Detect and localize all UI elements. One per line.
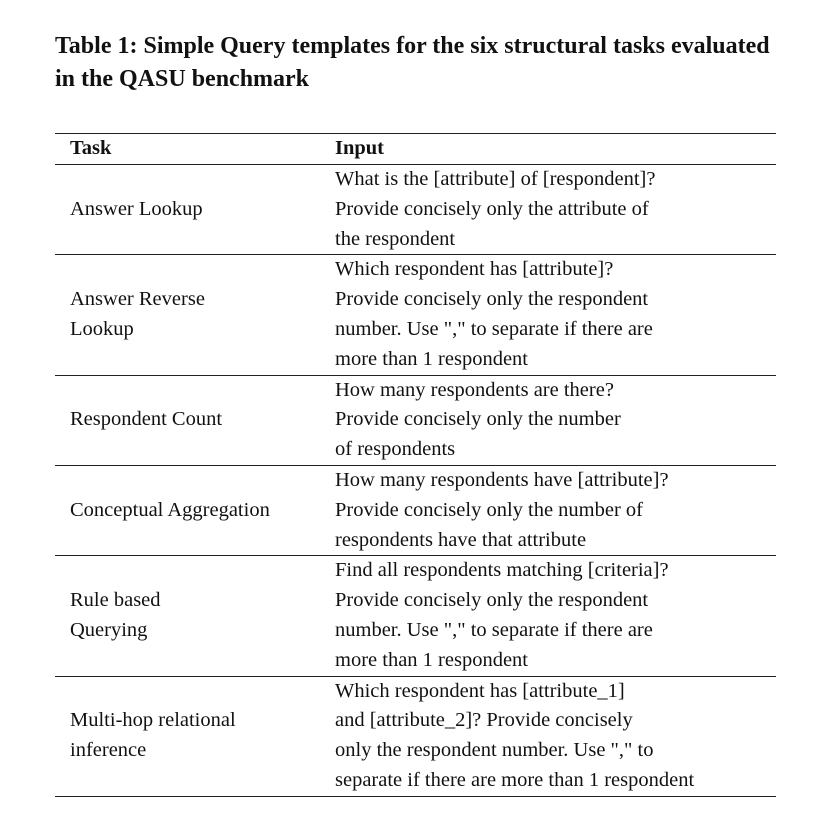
task-cell [55,255,335,375]
task-text: Lookup [70,317,134,340]
task-text: Respondent Count [70,408,223,431]
input-text: more than 1 respondent [335,347,528,370]
input-text: Which respondent has [attribute]? [335,258,614,281]
input-text: more than 1 respondent [335,648,528,671]
header-input: Input [335,137,385,160]
task-text: Multi-hop relational [70,709,236,732]
input-text: only the respondent number. Use "," to [335,739,654,762]
table-row [55,165,776,255]
task-cell [55,676,335,796]
task-cell [55,375,335,465]
input-text: separate if there are more than 1 respondent [335,768,695,791]
input-text: How many respondents have [attribute]? [335,468,669,491]
input-cell [335,676,776,796]
input-text: Provide concisely only the number [335,408,621,431]
input-text: of respondents [335,438,456,461]
input-text: the respondent [335,227,456,250]
task-cell [55,465,335,555]
query-templates-table [55,133,776,797]
table-row [55,465,776,555]
task-cell [55,556,335,676]
table-caption: Table 1: Simple Query templates for the six structural tasks evaluated in the QASU benchmark [55,33,770,92]
input-text: Find all respondents matching [criteria]? [335,559,669,582]
table-header-row [55,134,776,165]
input-text: Provide concisely only the respondent [335,589,649,612]
task-text: Rule based [70,589,161,612]
task-text: Answer Lookup [70,197,203,220]
table-row [55,676,776,796]
table-row [55,556,776,676]
input-cell [335,375,776,465]
input-text: How many respondents are there? [335,378,614,401]
input-cell [335,255,776,375]
header-task: Task [70,137,112,160]
task-text: Querying [70,618,148,641]
input-text: What is the [attribute] of [respondent]? [335,168,656,190]
input-cell [335,465,776,555]
task-text: Answer Reverse [70,288,205,311]
input-text: number. Use "," to separate if there are [335,618,653,641]
task-text: inference [70,739,147,762]
task-cell [55,165,335,255]
input-text: respondents have that attribute [335,528,587,551]
input-text: and [attribute_2]? Provide concisely [335,709,633,732]
input-text: Provide concisely only the number of [335,498,644,521]
input-cell [335,165,776,255]
input-text: number. Use "," to separate if there are [335,317,653,340]
input-cell [335,556,776,676]
input-text: Which respondent has [attribute_1] [335,679,625,702]
input-text: Provide concisely only the attribute of [335,197,649,220]
task-text: Conceptual Aggregation [70,498,270,521]
table-row [55,255,776,375]
input-text: Provide concisely only the respondent [335,288,649,311]
table-row [55,375,776,465]
